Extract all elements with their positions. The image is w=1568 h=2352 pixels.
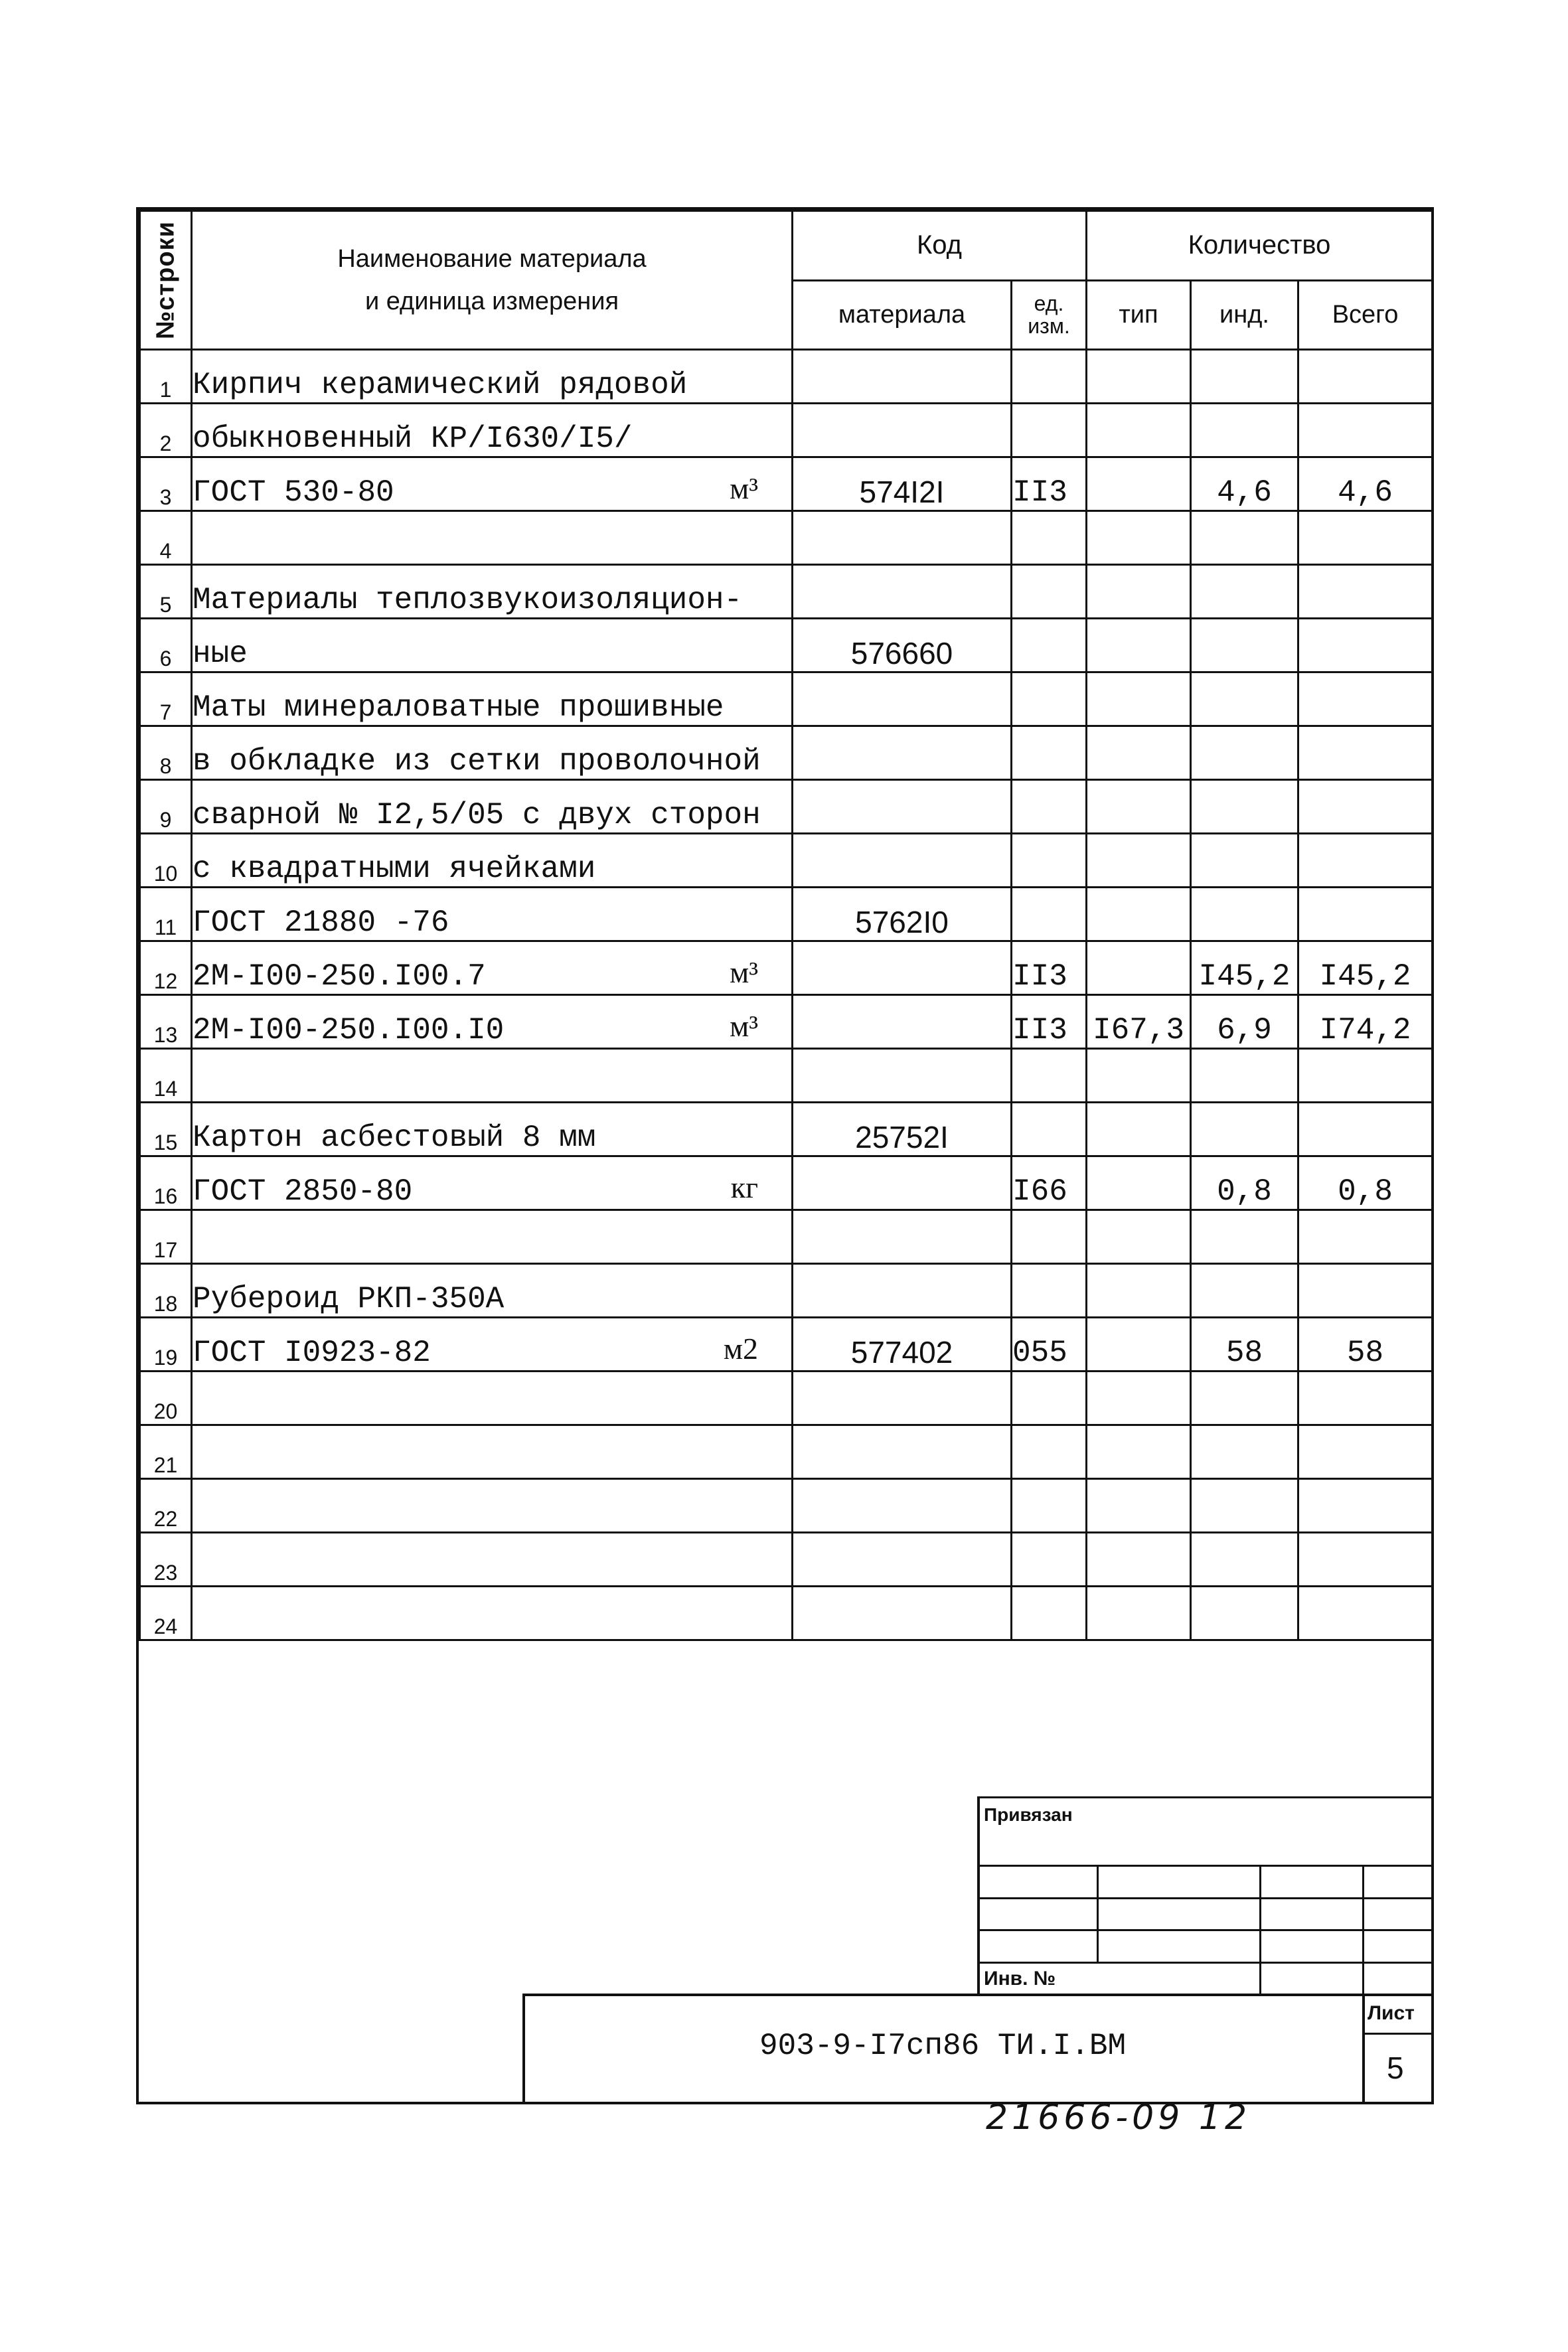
material-code (793, 350, 1012, 404)
table-row (140, 1372, 1433, 1425)
quantity-ind (1191, 726, 1298, 780)
table-row (140, 726, 1433, 780)
quantity-ind (1191, 1049, 1298, 1103)
unit-code (1012, 1372, 1087, 1425)
quantity-ind (1191, 350, 1298, 404)
quantity-ind: 6,9 (1191, 995, 1298, 1049)
quantity-total (1298, 1264, 1433, 1318)
quantity-ind (1191, 1372, 1298, 1425)
table-row (140, 780, 1433, 834)
quantity-total: 4,6 (1298, 457, 1433, 511)
material-code (793, 941, 1012, 995)
material-name: ГОСТ 2850-80 кг (192, 1156, 793, 1210)
header-quantity: Количество (1087, 211, 1433, 281)
quantity-total (1298, 1103, 1433, 1156)
quantity-ind: 58 (1191, 1318, 1298, 1372)
table-row (140, 1587, 1433, 1640)
row-number: 4 (140, 511, 192, 565)
quantity-ind: 0,8 (1191, 1156, 1298, 1210)
sheet-label: Лист (1368, 2002, 1415, 2024)
unit-code (1012, 780, 1087, 834)
quantity-total: I45,2 (1298, 941, 1433, 995)
quantity-ind (1191, 1533, 1298, 1587)
material-name: Материалы теплозвукоизоляцион- (192, 565, 793, 619)
quantity-type (1087, 1533, 1191, 1587)
row-number: 5 (140, 565, 192, 619)
header-type: тип (1087, 280, 1191, 350)
row-number: 16 (140, 1156, 192, 1210)
quantity-total: I74,2 (1298, 995, 1433, 1049)
material-code (793, 1425, 1012, 1479)
unit-code: II3 (1012, 457, 1087, 511)
unit-code: 055 (1012, 1318, 1087, 1372)
table-row (140, 888, 1433, 941)
quantity-type (1087, 672, 1191, 726)
row-number: 11 (140, 888, 192, 941)
unit-code (1012, 1587, 1087, 1640)
table-row (140, 1156, 1433, 1210)
row-number: 7 (140, 672, 192, 726)
quantity-type (1087, 1318, 1191, 1372)
material-name (192, 1425, 793, 1479)
quantity-type (1087, 350, 1191, 404)
material-name (192, 1049, 793, 1103)
unit-code (1012, 834, 1087, 888)
table-row (140, 1103, 1433, 1156)
material-name: 2М-I00-250.I00.I0 м³ (192, 995, 793, 1049)
row-number: 18 (140, 1264, 192, 1318)
quantity-type (1087, 1264, 1191, 1318)
quantity-total: 0,8 (1298, 1156, 1433, 1210)
quantity-ind (1191, 1479, 1298, 1533)
material-code (793, 1372, 1012, 1425)
material-code (793, 1479, 1012, 1533)
material-code (793, 1210, 1012, 1264)
material-code (793, 780, 1012, 834)
material-code: 577402 (793, 1318, 1012, 1372)
attached-label: Привязан (984, 1804, 1073, 1825)
unit-of-measure: м³ (730, 955, 758, 989)
table-row (140, 941, 1433, 995)
quantity-type (1087, 1103, 1191, 1156)
quantity-total (1298, 511, 1433, 565)
material-name: с квадратными ячейками (192, 834, 793, 888)
quantity-ind (1191, 834, 1298, 888)
quantity-type (1087, 404, 1191, 457)
material-name (192, 511, 793, 565)
unit-code (1012, 404, 1087, 457)
quantity-total (1298, 888, 1433, 941)
quantity-total (1298, 619, 1433, 672)
quantity-ind (1191, 888, 1298, 941)
quantity-type: I67,3 (1087, 995, 1191, 1049)
quantity-type (1087, 457, 1191, 511)
table-row (140, 350, 1433, 404)
quantity-type (1087, 1587, 1191, 1640)
quantity-ind (1191, 780, 1298, 834)
table-row (140, 619, 1433, 672)
table-row (140, 1210, 1433, 1264)
unit-of-measure: м³ (730, 1009, 758, 1043)
row-number: 9 (140, 780, 192, 834)
row-number: 23 (140, 1533, 192, 1587)
material-name: Маты минераловатные прошивные (192, 672, 793, 726)
material-name (192, 1210, 793, 1264)
unit-code (1012, 1533, 1087, 1587)
quantity-total (1298, 834, 1433, 888)
quantity-total (1298, 726, 1433, 780)
handwritten-archive-number: 21666-09 12 (986, 2098, 1251, 2138)
material-name (192, 1372, 793, 1425)
table-row (140, 457, 1433, 511)
table-row (140, 1533, 1433, 1587)
row-number: 8 (140, 726, 192, 780)
quantity-type (1087, 1049, 1191, 1103)
material-name: Кирпич керамический рядовой (192, 350, 793, 404)
material-name: в обкладке из сетки проволочной (192, 726, 793, 780)
material-name (192, 1587, 793, 1640)
material-name: ГОСТ 530-80 м³ (192, 457, 793, 511)
header-material-name: Наименование материала и единица измерения (192, 211, 793, 350)
unit-code (1012, 350, 1087, 404)
quantity-total (1298, 1587, 1433, 1640)
header-material-code: материала (793, 280, 1012, 350)
table-row (140, 1425, 1433, 1479)
row-number: 2 (140, 404, 192, 457)
quantity-type (1087, 834, 1191, 888)
unit-code (1012, 726, 1087, 780)
quantity-ind (1191, 1210, 1298, 1264)
quantity-type (1087, 1210, 1191, 1264)
quantity-ind: I45,2 (1191, 941, 1298, 995)
row-number: 14 (140, 1049, 192, 1103)
quantity-total (1298, 1425, 1433, 1479)
quantity-ind (1191, 1425, 1298, 1479)
unit-of-measure: кг (730, 1170, 758, 1204)
header-ind: инд. (1191, 280, 1298, 350)
material-code (793, 511, 1012, 565)
materials-table (139, 210, 1433, 1641)
table-row (140, 1479, 1433, 1533)
unit-code (1012, 1479, 1087, 1533)
quantity-ind (1191, 565, 1298, 619)
unit-code: II3 (1012, 941, 1087, 995)
quantity-ind (1191, 1264, 1298, 1318)
quantity-type (1087, 726, 1191, 780)
material-name (192, 1533, 793, 1587)
material-name (192, 1479, 793, 1533)
quantity-total (1298, 1210, 1433, 1264)
material-code: 574I2I (793, 457, 1012, 511)
header-total: Всего (1298, 280, 1433, 350)
quantity-total (1298, 350, 1433, 404)
quantity-total (1298, 780, 1433, 834)
quantity-ind (1191, 619, 1298, 672)
quantity-total (1298, 672, 1433, 726)
unit-code (1012, 511, 1087, 565)
row-number: 21 (140, 1425, 192, 1479)
row-number: 15 (140, 1103, 192, 1156)
material-code (793, 1156, 1012, 1210)
material-name: ГОСТ I0923-82 м2 (192, 1318, 793, 1372)
quantity-ind: 4,6 (1191, 457, 1298, 511)
row-number: 6 (140, 619, 192, 672)
row-number: 10 (140, 834, 192, 888)
drawing-sheet (136, 207, 1434, 2104)
material-code: 576660 (793, 619, 1012, 672)
table-row (140, 672, 1433, 726)
unit-of-measure: м³ (730, 471, 758, 505)
quantity-total (1298, 1049, 1433, 1103)
unit-code (1012, 619, 1087, 672)
quantity-type (1087, 1372, 1191, 1425)
material-code (793, 672, 1012, 726)
material-name: 2М-I00-250.I00.7 м³ (192, 941, 793, 995)
row-number: 1 (140, 350, 192, 404)
table-row (140, 834, 1433, 888)
row-number: 12 (140, 941, 192, 995)
row-number: 20 (140, 1372, 192, 1425)
quantity-type (1087, 1479, 1191, 1533)
row-number: 17 (140, 1210, 192, 1264)
material-code (793, 726, 1012, 780)
row-number: 19 (140, 1318, 192, 1372)
unit-code (1012, 1210, 1087, 1264)
table-row (140, 511, 1433, 565)
sheet-number: 5 (1387, 2051, 1404, 2085)
material-code: 25752I (793, 1103, 1012, 1156)
unit-of-measure: м2 (723, 1332, 758, 1366)
quantity-type (1087, 780, 1191, 834)
quantity-total (1298, 565, 1433, 619)
table-row (140, 1049, 1433, 1103)
quantity-type (1087, 565, 1191, 619)
quantity-total: 58 (1298, 1318, 1433, 1372)
quantity-ind (1191, 404, 1298, 457)
unit-code: I66 (1012, 1156, 1087, 1210)
quantity-ind (1191, 1103, 1298, 1156)
unit-code (1012, 1264, 1087, 1318)
row-number: 24 (140, 1587, 192, 1640)
quantity-ind (1191, 1587, 1298, 1640)
quantity-type (1087, 888, 1191, 941)
material-name: сварной № I2,5/05 с двух сторон (192, 780, 793, 834)
quantity-type (1087, 1425, 1191, 1479)
quantity-ind (1191, 511, 1298, 565)
inventory-number-label: Инв. № (984, 1968, 1056, 1990)
quantity-total (1298, 1479, 1433, 1533)
unit-code (1012, 1049, 1087, 1103)
quantity-type (1087, 511, 1191, 565)
material-code (793, 1049, 1012, 1103)
quantity-type (1087, 941, 1191, 995)
material-code: 5762I0 (793, 888, 1012, 941)
material-code (793, 565, 1012, 619)
table-row (140, 404, 1433, 457)
unit-code (1012, 1425, 1087, 1479)
header-row-number: №строки (140, 211, 192, 350)
material-code (793, 404, 1012, 457)
quantity-type (1087, 1156, 1191, 1210)
quantity-type (1087, 619, 1191, 672)
unit-code: II3 (1012, 995, 1087, 1049)
header-code: Код (793, 211, 1087, 281)
row-number: 13 (140, 995, 192, 1049)
header-unit: ед. изм. (1012, 280, 1087, 350)
quantity-total (1298, 1372, 1433, 1425)
material-code (793, 1264, 1012, 1318)
material-code (793, 834, 1012, 888)
quantity-total (1298, 1533, 1433, 1587)
material-code (793, 1587, 1012, 1640)
quantity-ind (1191, 672, 1298, 726)
table-row (140, 1264, 1433, 1318)
material-code (793, 995, 1012, 1049)
material-code (793, 1533, 1012, 1587)
material-name: ГОСТ 21880 -76 (192, 888, 793, 941)
table-row (140, 565, 1433, 619)
unit-code (1012, 1103, 1087, 1156)
material-name: Картон асбестовый 8 мм (192, 1103, 793, 1156)
row-number: 22 (140, 1479, 192, 1533)
material-name: Рубероид РКП-350А (192, 1264, 793, 1318)
document-code: 903-9-I7сп86 ТИ.I.ВМ (759, 2029, 1127, 2063)
material-name: ные (192, 619, 793, 672)
unit-code (1012, 672, 1087, 726)
unit-code (1012, 565, 1087, 619)
row-number: 3 (140, 457, 192, 511)
table-row (140, 995, 1433, 1049)
table-row (140, 1318, 1433, 1372)
material-name: обыкновенный КР/I630/I5/ (192, 404, 793, 457)
unit-code (1012, 888, 1087, 941)
quantity-total (1298, 404, 1433, 457)
